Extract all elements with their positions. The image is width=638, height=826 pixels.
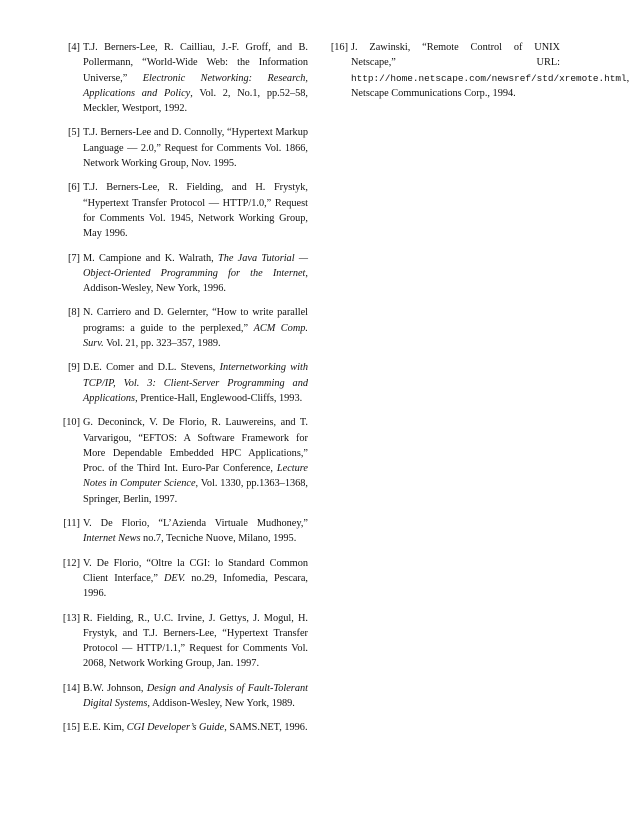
reference-number: [14] [62,682,80,694]
reference-segment: , Addison-Wesley, New York, 1996. [83,267,308,295]
references-column-left [60,40,308,745]
reference-title: Electronic Networking: Research, Applications and Policy [83,72,309,99]
reference-segment: , SAMS.NET, 1996. [224,722,308,734]
reference-segment: , Prentice-Hall, Englewood-Cliffs, 1993. [135,392,303,404]
reference-segment: V. De Florio, “Oltre la CGI: lo Standard Common Client Interface,” [83,557,308,584]
reference-entry [60,681,308,712]
reference-title: The Java Tutorial — Object-Oriented Programming for the Internet [83,252,308,279]
reference-text [83,558,308,600]
reference-text [83,417,308,504]
reference-number: [16] [330,42,348,53]
reference-entry [60,516,308,547]
reference-text [83,307,308,349]
reference-segment: , Vol. 1330, pp.1363–1368, Springer, Berlin, 1997. [83,478,308,505]
reference-segment: B.W. Johnson, [83,682,147,694]
reference-number: [5] [67,127,80,139]
reference-text [83,253,308,295]
reference-segment: no.7, Tecniche Nuove, Milano, 1995. [140,533,297,545]
reference-segment: , Vol. 2, No.1, pp.52–58, Meckler, Westport, 1992. [83,87,309,115]
reference-entry [60,40,308,116]
reference-number: [10] [62,417,80,429]
reference-segment: no.29, Infomedia, Pescara, 1996. [83,572,308,600]
reference-segment: J. Zawinski, “Remote Control of UNIX Netscape,” URL: [351,42,560,69]
reference-segment: T.J. Berners-Lee, R. Fielding, and H. Frystyk, “Hypertext Transfer Protocol — HTTP/1.0,” Request for Comments Vol. 1945, Network Working Group, May 1996. [83,182,308,240]
reference-segment: V. De Florio, “L’Azienda Virtuale Mudhoney,” [83,518,308,530]
reference-segment: M. Campione and K. Walrath, [83,252,218,264]
reference-number: [12] [62,557,80,569]
reference-title: DEV. [163,572,186,584]
reference-entry [328,40,630,101]
reference-text [83,42,308,114]
reference-number: [15] [62,722,80,734]
reference-text [83,722,308,733]
reference-text [83,182,308,239]
reference-text [351,42,629,99]
reference-title: Internet News [83,533,141,545]
reference-entry [60,251,308,297]
reference-segment: N. Carriero and D. Gelernter, “How to write parallel programs: a guide to the perplexed,” [83,307,308,334]
reference-text [83,362,308,404]
reference-entry [60,125,308,171]
reference-segment: R. Fielding, R., U.C. Irvine, J. Gettys, J. Mogul, H. Frystyk, and T.J. Berners-Lee, “Hypertext Transfer Protocol — HTTP/1.1,” Request for Comments Vol. 2068, Network Working Group, Jan. 1997. [83,612,308,670]
reference-entry [60,720,308,735]
reference-number: [7] [67,252,80,264]
reference-segment: , Netscape Communications Corp., 1994. [351,72,630,99]
reference-segment: D.E. Comer and D.L. Stevens, [83,362,220,374]
reference-title: Lecture Notes in Computer Science [83,463,308,490]
reference-title: ACM Comp. Surv. [83,322,308,350]
reference-entry [60,611,308,672]
reference-segment: Vol. 21, pp. 323–357, 1989. [103,338,221,350]
references-column-right [328,40,630,110]
reference-text [83,518,308,544]
reference-segment: E.E. Kim, [83,722,127,734]
reference-segment: G. Deconinck, V. De Florio, R. Lauwereins, and T. Varvarigou, “EFTOS: A Software Framework for More Dependable Embedded HPC Applications,” Proc. of the Third Int. Euro-Par Conference, [83,417,308,475]
reference-segment: T.J. Berners-Lee and D. Connolly, “Hypertext Markup Language — 2.0,” Request for Comments Vol. 1866, Network Working Group, Nov. 1995. [83,127,308,170]
reference-number: [13] [62,612,80,624]
reference-text [83,127,308,169]
reference-number: [11] [63,518,80,530]
reference-segment: T.J. Berners-Lee, R. Cailliau, J.-F. Groff, and B. Pollermann, “World-Wide Web: the Information Universe,” [83,42,308,84]
reference-entry [60,415,308,507]
reference-text [83,613,308,670]
reference-number: [6] [67,182,80,194]
reference-title: Internetworking with TCP/IP, Vol. 3: Client-Server Programming and Applications [83,362,308,404]
reference-entry [60,180,308,241]
reference-url: http://home.netscape.com/newsref/std/xremote.html [351,72,627,84]
reference-entry [60,360,308,406]
reference-number: [4] [67,42,80,53]
reference-number: [9] [67,362,80,374]
reference-title: Design and Analysis of Fault-Tolerant Digital Systems [83,682,308,709]
reference-entry [60,305,308,351]
reference-entry [60,556,308,602]
reference-number: [8] [67,307,80,319]
reference-text [83,683,308,709]
reference-segment: , Addison-Wesley, New York, 1989. [147,697,295,709]
reference-title: CGI Developer’s Guide [126,722,225,734]
